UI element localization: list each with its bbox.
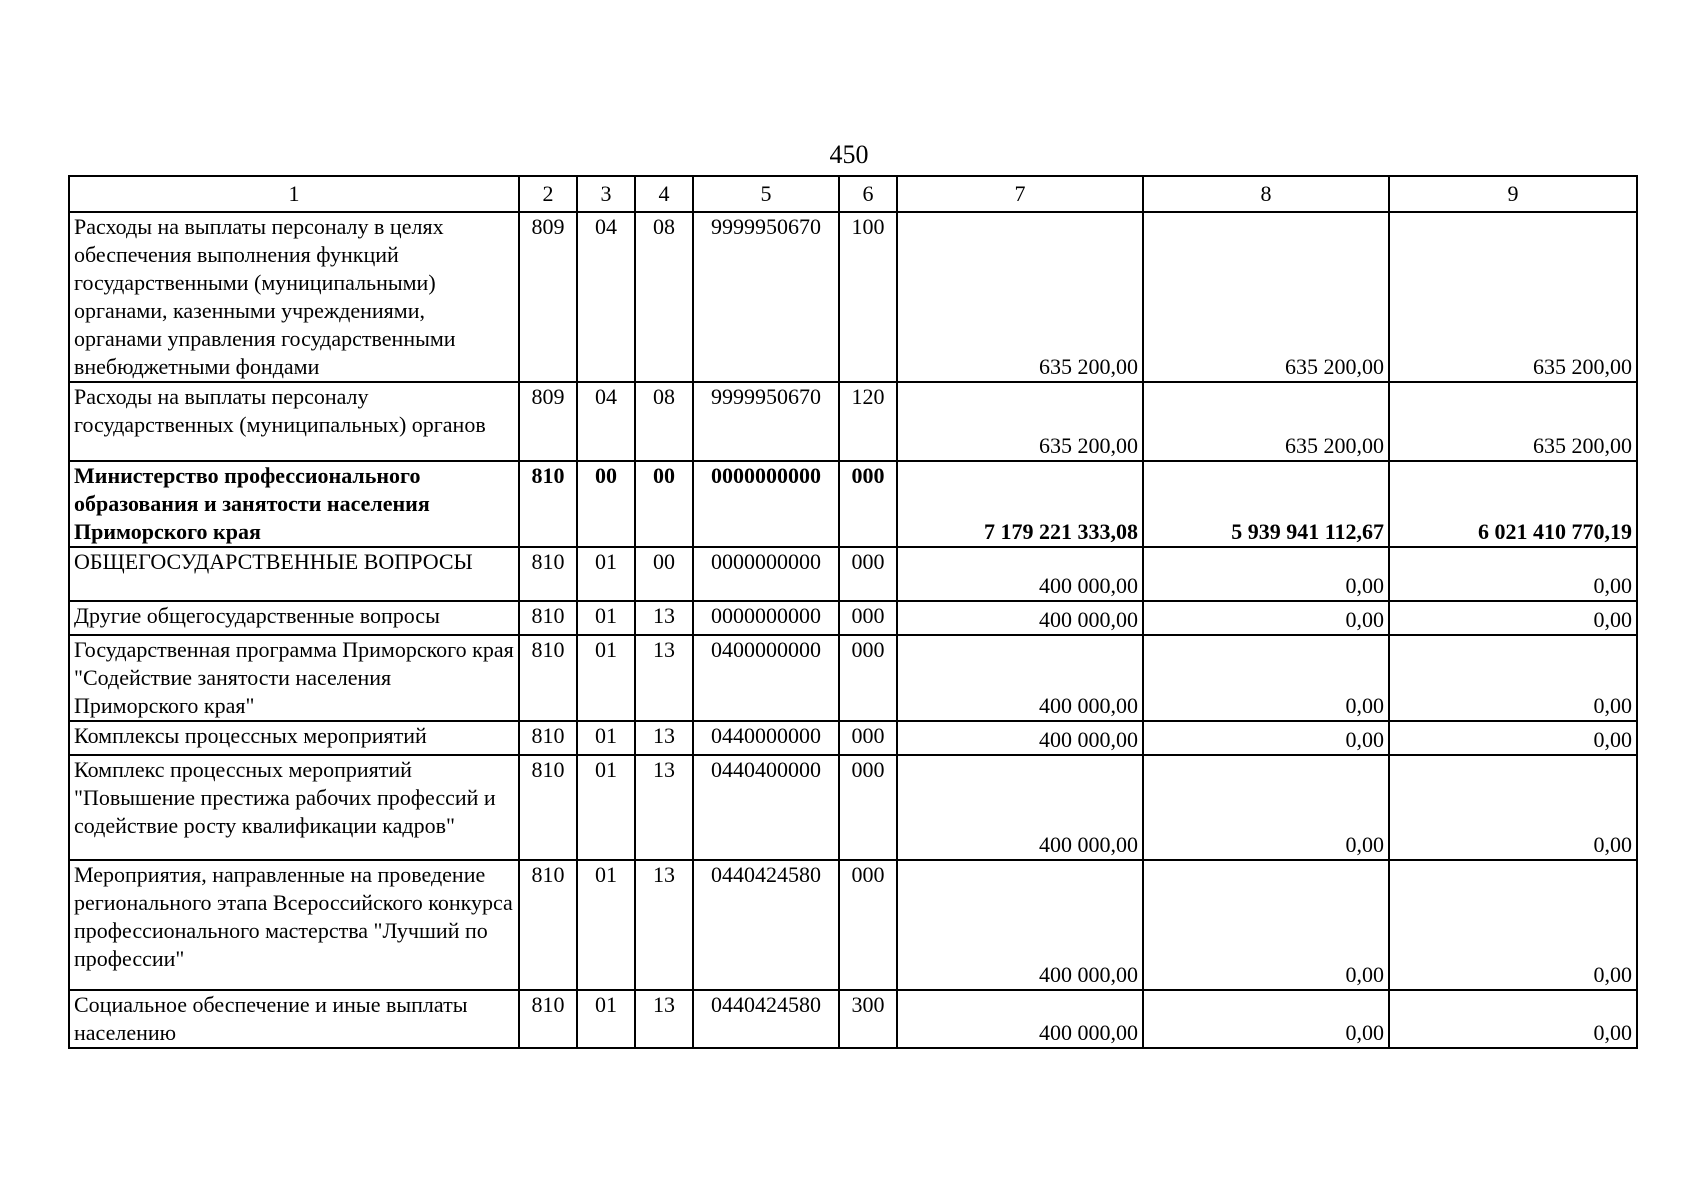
admin-code: 810 [519,860,577,990]
target-article-code: 9999950670 [693,382,839,461]
section-code: 01 [577,721,635,755]
admin-code: 810 [519,755,577,860]
item-name: Социальное обеспечение и иные выплаты населению [69,990,519,1048]
column-header: 9 [1389,176,1637,212]
amount-col-7: 400 000,00 [897,990,1143,1048]
amount-col-9: 635 200,00 [1389,212,1637,382]
subsection-code: 13 [635,990,693,1048]
amount-col-9: 6 021 410 770,19 [1389,461,1637,547]
amount-col-8: 635 200,00 [1143,212,1389,382]
table-row [69,990,1637,1048]
amount-col-7: 400 000,00 [897,860,1143,990]
admin-code: 809 [519,382,577,461]
admin-code: 810 [519,721,577,755]
target-article-code: 0440424580 [693,990,839,1048]
item-name: Расходы на выплаты персоналу государственных (муниципальных) органов [69,382,519,461]
amount-col-7: 635 200,00 [897,382,1143,461]
budget-table [68,175,1638,1049]
column-number-row [69,176,1637,212]
table-row [69,721,1637,755]
expense-type-code: 000 [839,755,897,860]
target-article-code: 0400000000 [693,635,839,721]
amount-col-9: 0,00 [1389,721,1637,755]
column-header: 5 [693,176,839,212]
expense-type-code: 300 [839,990,897,1048]
amount-col-8: 0,00 [1143,547,1389,601]
amount-col-8: 0,00 [1143,755,1389,860]
expense-type-code: 120 [839,382,897,461]
item-name: Государственная программа Приморского края "Содействие занятости населения Приморского края" [69,635,519,721]
item-name: Другие общегосударственные вопросы [69,601,519,635]
expense-type-code: 000 [839,860,897,990]
amount-col-8: 0,00 [1143,635,1389,721]
amount-col-7: 400 000,00 [897,755,1143,860]
amount-col-8: 0,00 [1143,601,1389,635]
amount-col-9: 0,00 [1389,755,1637,860]
amount-col-7: 400 000,00 [897,721,1143,755]
subsection-code: 13 [635,721,693,755]
column-header: 1 [69,176,519,212]
column-header: 8 [1143,176,1389,212]
expense-type-code: 000 [839,547,897,601]
subsection-code: 00 [635,547,693,601]
admin-code: 809 [519,212,577,382]
amount-col-8: 0,00 [1143,990,1389,1048]
target-article-code: 0000000000 [693,461,839,547]
table-row [69,382,1637,461]
expense-type-code: 000 [839,461,897,547]
amount-col-8: 0,00 [1143,860,1389,990]
expense-type-code: 000 [839,721,897,755]
subsection-code: 13 [635,635,693,721]
subsection-code: 08 [635,212,693,382]
subsection-code: 08 [635,382,693,461]
column-header: 7 [897,176,1143,212]
subsection-code: 00 [635,461,693,547]
column-header: 4 [635,176,693,212]
section-code: 01 [577,635,635,721]
expense-type-code: 100 [839,212,897,382]
admin-code: 810 [519,461,577,547]
section-code: 00 [577,461,635,547]
subsection-code: 13 [635,860,693,990]
item-name: Расходы на выплаты персоналу в целях обеспечения выполнения функций государственными (муниципальными) органами, казенными учреждениями, органами управления государственными внебюджетными фондами [69,212,519,382]
amount-col-9: 0,00 [1389,547,1637,601]
target-article-code: 0440000000 [693,721,839,755]
table-row [69,212,1637,382]
item-name: Мероприятия, направленные на проведение регионального этапа Всероссийского конкурса профессионального мастерства "Лучший по профессии" [69,860,519,990]
amount-col-7: 7 179 221 333,08 [897,461,1143,547]
target-article-code: 0440400000 [693,755,839,860]
section-code: 01 [577,860,635,990]
section-code: 01 [577,990,635,1048]
amount-col-9: 0,00 [1389,860,1637,990]
target-article-code: 9999950670 [693,212,839,382]
column-header: 2 [519,176,577,212]
section-code: 04 [577,212,635,382]
target-article-code: 0000000000 [693,547,839,601]
amount-col-9: 635 200,00 [1389,382,1637,461]
amount-col-8: 635 200,00 [1143,382,1389,461]
item-name: Министерство профессионального образования и занятости населения Приморского края [69,461,519,547]
amount-col-7: 400 000,00 [897,547,1143,601]
admin-code: 810 [519,547,577,601]
expense-type-code: 000 [839,635,897,721]
amount-col-8: 5 939 941 112,67 [1143,461,1389,547]
table-row [69,547,1637,601]
table-row [69,601,1637,635]
table-row [69,860,1637,990]
target-article-code: 0440424580 [693,860,839,990]
subsection-code: 13 [635,601,693,635]
column-header: 3 [577,176,635,212]
item-name: Комплексы процессных мероприятий [69,721,519,755]
item-name: Комплекс процессных мероприятий "Повышение престижа рабочих профессий и содействие росту квалификации кадров" [69,755,519,860]
column-header: 6 [839,176,897,212]
amount-col-7: 400 000,00 [897,601,1143,635]
expense-type-code: 000 [839,601,897,635]
section-code: 01 [577,547,635,601]
table-row [69,461,1637,547]
subsection-code: 13 [635,755,693,860]
admin-code: 810 [519,635,577,721]
amount-col-9: 0,00 [1389,990,1637,1048]
section-code: 01 [577,601,635,635]
item-name: ОБЩЕГОСУДАРСТВЕННЫЕ ВОПРОСЫ [69,547,519,601]
section-code: 01 [577,755,635,860]
table-row [69,755,1637,860]
admin-code: 810 [519,990,577,1048]
target-article-code: 0000000000 [693,601,839,635]
amount-col-7: 400 000,00 [897,635,1143,721]
page-number: 450 [829,140,869,169]
amount-col-9: 0,00 [1389,635,1637,721]
amount-col-7: 635 200,00 [897,212,1143,382]
amount-col-8: 0,00 [1143,721,1389,755]
table-row [69,635,1637,721]
amount-col-9: 0,00 [1389,601,1637,635]
admin-code: 810 [519,601,577,635]
section-code: 04 [577,382,635,461]
